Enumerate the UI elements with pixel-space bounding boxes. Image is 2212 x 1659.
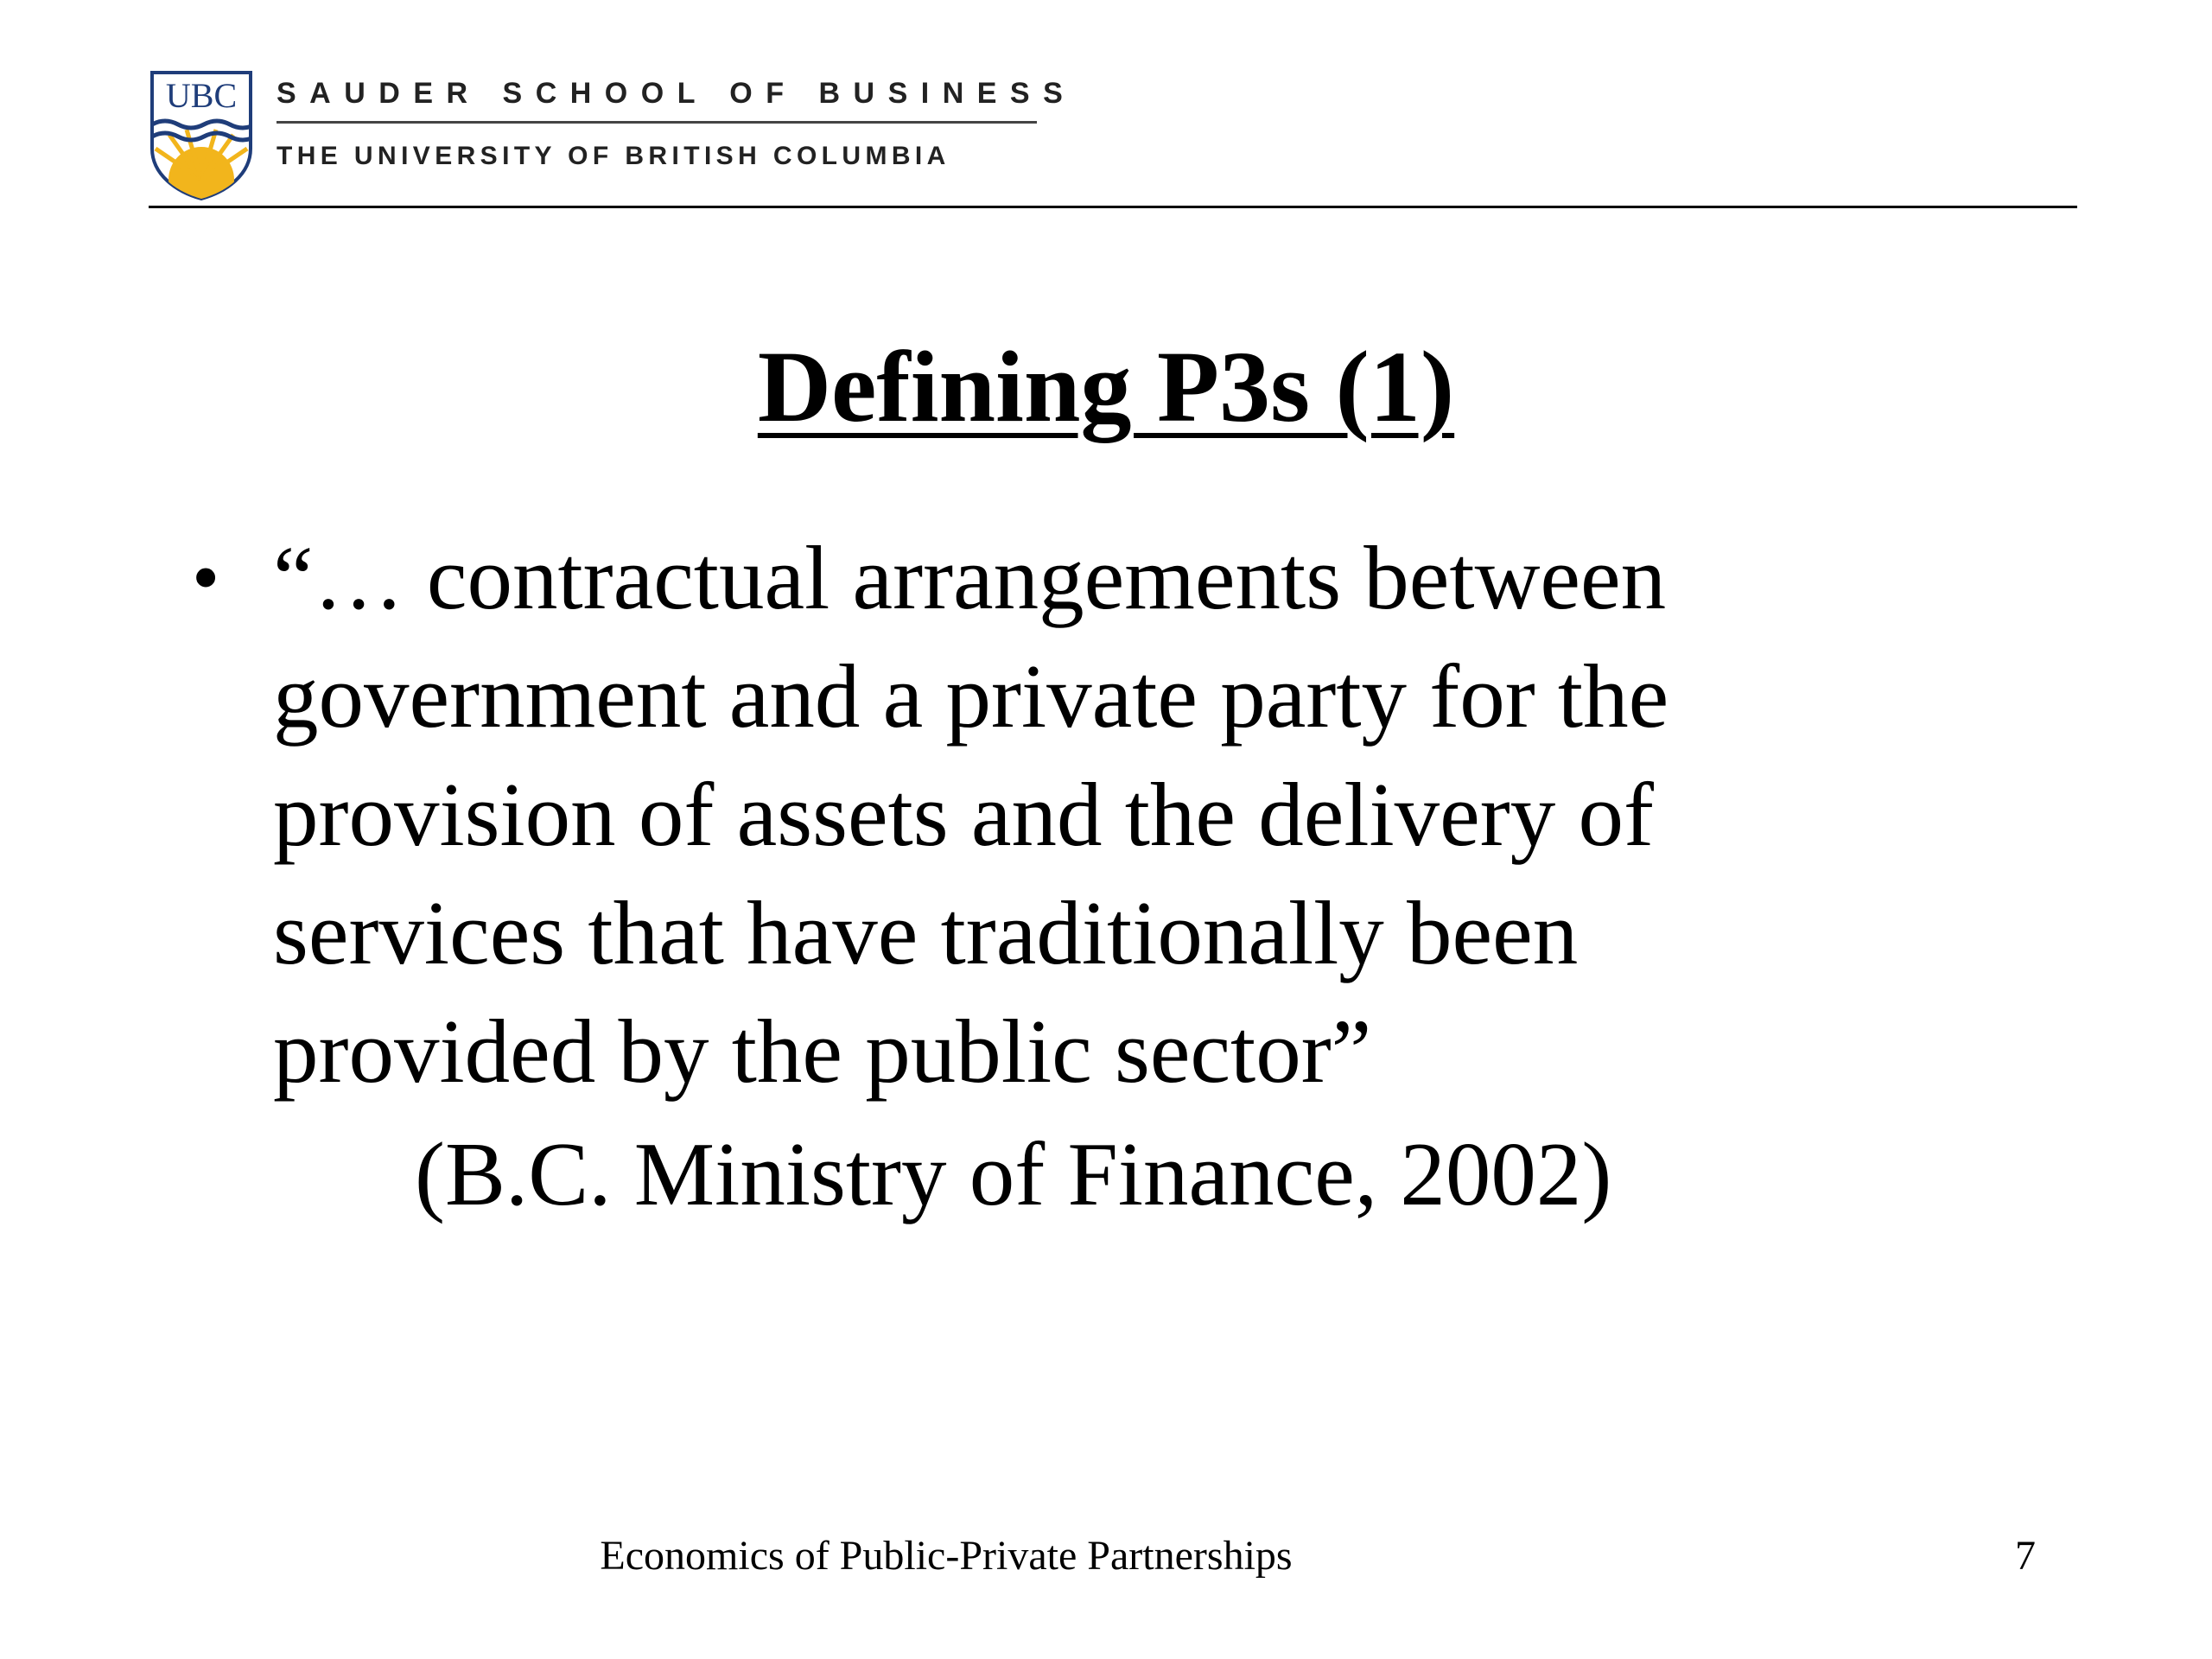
logo-divider: [276, 121, 1037, 124]
page-number: 7: [2015, 1533, 2036, 1579]
ubc-crest-logo: [149, 69, 254, 200]
bullet-marker: •: [192, 533, 220, 621]
quote-line: services that have traditionally been: [273, 882, 1579, 983]
quote-line: government and a private party for the: [273, 645, 1669, 747]
slide-title: [0, 328, 2212, 446]
quote-text: [273, 518, 1863, 1110]
quote-line: provided by the public sector”: [273, 1001, 1372, 1102]
school-name: SAUDER SCHOOL OF BUSINESS: [276, 77, 1077, 110]
quote-line: “… contractual arrangements between: [273, 527, 1667, 628]
slide-title-text: Defining P3s (1): [757, 330, 1455, 443]
citation: (B.C. Ministry of Finance, 2002): [415, 1123, 1612, 1224]
quote-line: provision of assets and the delivery of: [273, 764, 1654, 865]
logo-text: UBC: [165, 76, 238, 115]
header-rule: [149, 206, 2077, 208]
footer-course-title: Economics of Public-Private Partnerships: [600, 1533, 1293, 1579]
university-name: THE UNIVERSITY OF BRITISH COLUMBIA: [276, 142, 950, 170]
